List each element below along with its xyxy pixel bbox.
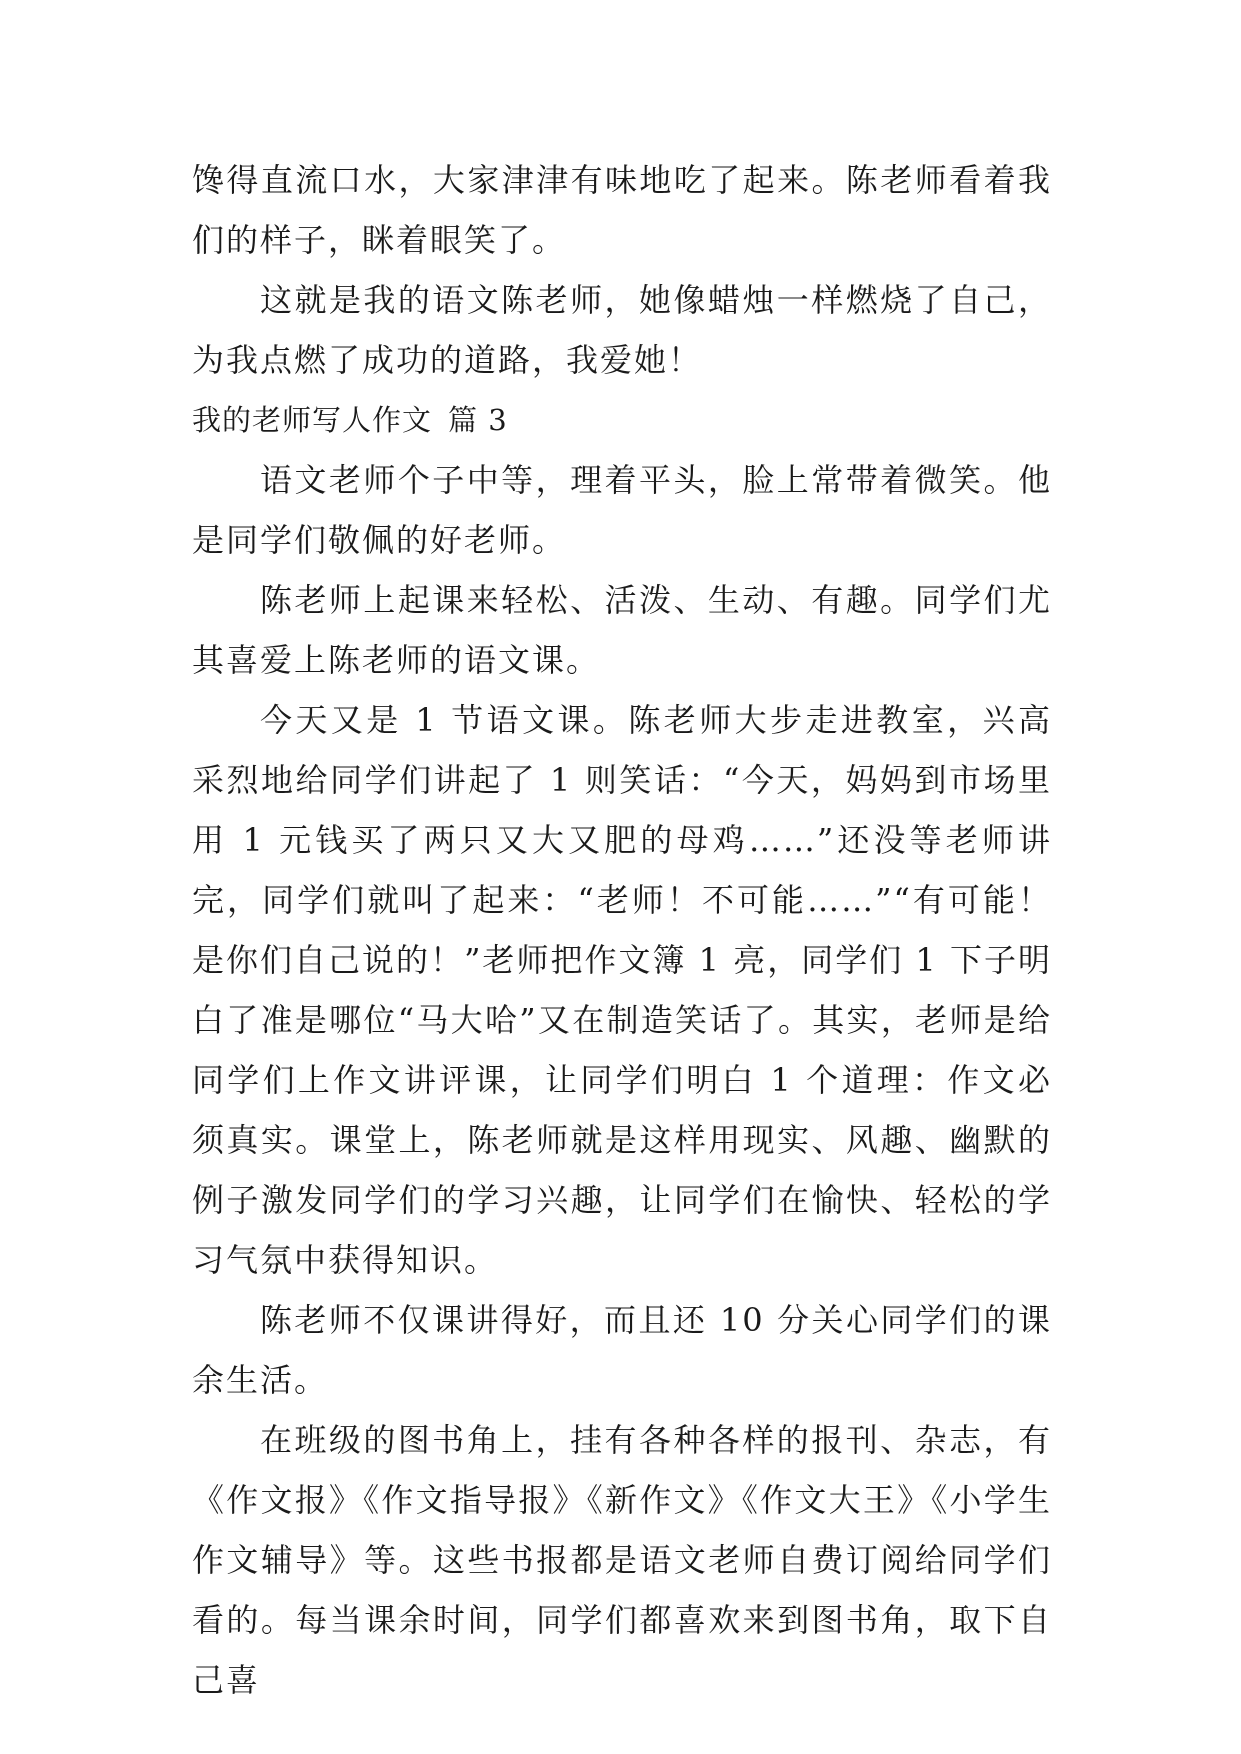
- paragraph-5: 今天又是 1 节语文课。陈老师大步走进教室，兴高采烈地给同学们讲起了 1 则笑话：“今天，妈妈到市场里用 1 元钱买了两只又大又肥的母鸡……”还没等老师讲完，同学们就叫了起来：“老师！不可能……”“有可能！是你们自己说的！”老师把作文簿 1 亮，同学们 1 下子明白了准是哪位“马大哈”又在制造笑话了。其实，老师是给同学们上作文讲评课，让同学们明白 1 个道理：作文必须真实。课堂上，陈老师就是这样用现实、风趣、幽默的例子激发同学们的学习兴趣，让同学们在愉快、轻松的学习气氛中获得知识。: [192, 701, 1052, 1279]
- paragraph-3: 语文老师个子中等，理着平头，脸上常带着微笑。他是同学们敬佩的好老师。: [192, 461, 1052, 559]
- section-heading-title: 我的老师写人作文: [192, 403, 433, 437]
- document-page: [192, 150, 1052, 1710]
- paragraph-2: 这就是我的语文陈老师，她像蜡烛一样燃烧了自己，为我点燃了成功的道路，我爱她！: [192, 281, 1052, 379]
- section-heading: [192, 390, 1052, 450]
- paragraph-4: 陈老师上起课来轻松、活泼、生动、有趣。同学们尤其喜爱上陈老师的语文课。: [192, 581, 1052, 679]
- paragraph-1: 馋得直流口水，大家津津有味地吃了起来。陈老师看着我们的样子，眯着眼笑了。: [192, 161, 1052, 259]
- paragraph-7: 在班级的图书角上，挂有各种各样的报刊、杂志，有《作文报》《作文指导报》《新作文》《作文大王》《小学生作文辅导》等。这些书报都是语文老师自费订阅给同学们看的。每当课余时间，同学们都喜欢来到图书角，取下自己喜: [192, 1421, 1052, 1699]
- paragraph-6: 陈老师不仅课讲得好，而且还 10 分关心同学们的课余生活。: [192, 1301, 1052, 1399]
- section-heading-number: 篇 3: [448, 403, 508, 437]
